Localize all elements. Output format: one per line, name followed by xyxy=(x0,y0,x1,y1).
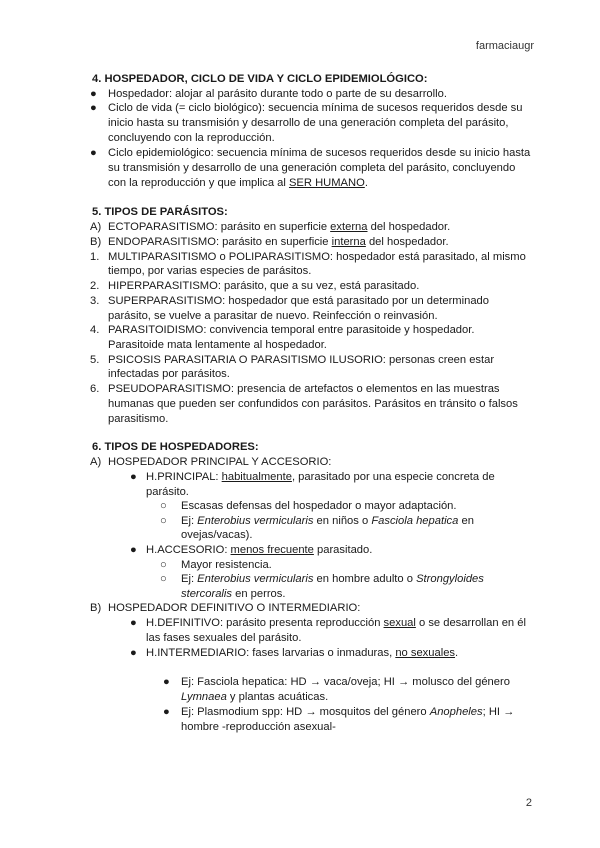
section-6-title: 6. TIPOS DE HOSPEDADORES: xyxy=(92,441,259,453)
list-marker: 1. xyxy=(90,251,100,263)
s6-item-b: HOSPEDADOR DEFINITIVO O INTERMEDIARIO: xyxy=(108,602,361,614)
page-number: 2 xyxy=(525,797,532,809)
bullet: ● xyxy=(163,706,170,718)
bullet: ● xyxy=(90,88,97,100)
section-5-title: 5. TIPOS DE PARÁSITOS: xyxy=(92,206,228,218)
sub-bullet: ○ xyxy=(160,500,167,512)
h-definitivo-line-1: H.DEFINITIVO: parásito presenta reproducción sexual o se desarrollan en él xyxy=(146,617,526,629)
s6-item-a: HOSPEDADOR PRINCIPAL Y ACCESORIO: xyxy=(108,456,332,468)
sub-bullet: ○ xyxy=(160,559,167,571)
list-marker: 3. xyxy=(90,295,100,307)
h-accesorio: H.ACCESORIO: menos frecuente parasitado. xyxy=(146,544,373,556)
list-marker: A) xyxy=(90,221,102,233)
s4-bullet-1: Hospedador: alojar al parásito durante todo o parte de su desarrollo. xyxy=(108,88,447,100)
h-accesorio-sub-2-line-1: Ej: Enterobius vermicularis en hombre adulto o Strongyloides xyxy=(181,573,484,585)
h-accesorio-sub-2-line-2: stercoralis en perros. xyxy=(181,588,286,600)
s5-item-1-line-1: MULTIPARASITISMO o POLIPARASITISMO: hospedador está parasitado, al mismo xyxy=(108,251,526,263)
s4-bullet-3-line-2: su transmisión y desarrollo de una generación completa del parásito, concluyendo xyxy=(108,162,516,174)
h-accesorio-sub-1: Mayor resistencia. xyxy=(181,559,272,571)
h-principal-line-1: H.PRINCIPAL: habitualmente, parasitado por una especie concreta de xyxy=(146,471,495,483)
s5-item-b: ENDOPARASITISMO: parásito en superficie interna del hospedador. xyxy=(108,236,449,248)
sub-bullet: ○ xyxy=(160,515,167,527)
s5-item-6-line-3: parasitismo. xyxy=(108,413,169,425)
s5-item-1-line-2: tiempo, por varias especies de parásitos. xyxy=(108,265,312,277)
bullet: ● xyxy=(130,617,137,629)
s4-bullet-2-line-3: concluyendo con la reproducción. xyxy=(108,132,275,144)
h-principal-sub-2-line-1: Ej: Enterobius vermicularis en niños o Fasciola hepatica en xyxy=(181,515,474,527)
header-brand: farmaciaugr xyxy=(475,40,534,52)
example-2-line-2: hombre -reproducción asexual- xyxy=(181,721,336,733)
s4-bullet-3-line-1: Ciclo epidemiológico: secuencia mínima de sucesos requeridos desde su inicio hasta xyxy=(108,147,531,159)
list-marker: A) xyxy=(90,456,102,468)
bullet: ● xyxy=(130,544,137,556)
s5-item-a: ECTOPARASITISMO: parásito en superficie externa del hospedador. xyxy=(108,221,451,233)
bullet: ● xyxy=(130,647,137,659)
h-intermediario: H.INTERMEDIARIO: fases larvarias o inmaduras, no sexuales. xyxy=(146,647,459,659)
ser-humano-underlined: SER HUMANO xyxy=(288,177,365,189)
h-definitivo-line-2: las fases sexuales del parásito. xyxy=(146,632,302,644)
bullet: ● xyxy=(130,471,137,483)
example-1-line-1: Ej: Fasciola hepatica: HD → vaca/oveja; HI → molusco del género xyxy=(181,676,510,688)
bullet: ● xyxy=(163,676,170,688)
example-2-line-1: Ej: Plasmodium spp: HD → mosquitos del género Anopheles; HI → xyxy=(181,706,515,718)
s5-item-4-line-2: Parasitoide mata lentamente al hospedador. xyxy=(108,339,327,351)
s5-item-6-line-2: humanas que pueden ser confundidos con parásitos. Parásitos en tránsito o falsos xyxy=(108,398,518,410)
list-marker: 4. xyxy=(90,324,100,336)
h-principal-sub-1: Escasas defensas del hospedador o mayor adaptación. xyxy=(181,500,457,512)
bullet: ● xyxy=(90,102,97,114)
s4-bullet-2-line-1: Ciclo de vida (= ciclo biológico): secuencia mínima de sucesos requeridos desde su xyxy=(108,102,523,114)
s4-bullet-3-line-3: con la reproducción y que implica al SER HUMANO. xyxy=(108,177,368,189)
s5-item-6-line-1: PSEUDOPARASITISMO: presencia de artefactos o elementos en las muestras xyxy=(108,383,500,395)
s5-item-5-line-2: infectadas por parásitos. xyxy=(108,368,230,380)
s5-item-4-line-1: PARASITOIDISMO: convivencia temporal entre parasitoide y hospedador. xyxy=(108,324,475,336)
h-principal-line-2: parásito. xyxy=(146,486,189,498)
list-marker: 2. xyxy=(90,280,100,292)
sub-bullet: ○ xyxy=(160,573,167,585)
s5-item-3-line-2: parásito, se vuelve a parasitar de nuevo. Reinfección o reinvasión. xyxy=(108,310,438,322)
section-4-title: 4. HOSPEDADOR, CICLO DE VIDA Y CICLO EPIDEMIOLÓGICO: xyxy=(92,73,428,85)
s4-bullet-2-line-2: inicio hasta su transmisión y desarrollo de una generación completa del parásito, xyxy=(108,117,509,129)
list-marker: 5. xyxy=(90,354,100,366)
s5-item-3-line-1: SUPERPARASITISMO: hospedador que está parasitado por un determinado xyxy=(108,295,489,307)
list-marker: B) xyxy=(90,602,102,614)
list-marker: B) xyxy=(90,236,102,248)
list-marker: 6. xyxy=(90,383,100,395)
h-principal-sub-2-line-2: ovejas/vacas). xyxy=(181,529,253,541)
s5-item-5-line-1: PSICOSIS PARASITARIA O PARASITISMO ILUSORIO: personas creen estar xyxy=(108,354,495,366)
example-1-line-2: Lymnaea y plantas acuáticas. xyxy=(181,691,329,703)
bullet: ● xyxy=(90,147,97,159)
s5-item-2: HIPERPARASITISMO: parásito, que a su vez, está parasitado. xyxy=(108,280,420,292)
